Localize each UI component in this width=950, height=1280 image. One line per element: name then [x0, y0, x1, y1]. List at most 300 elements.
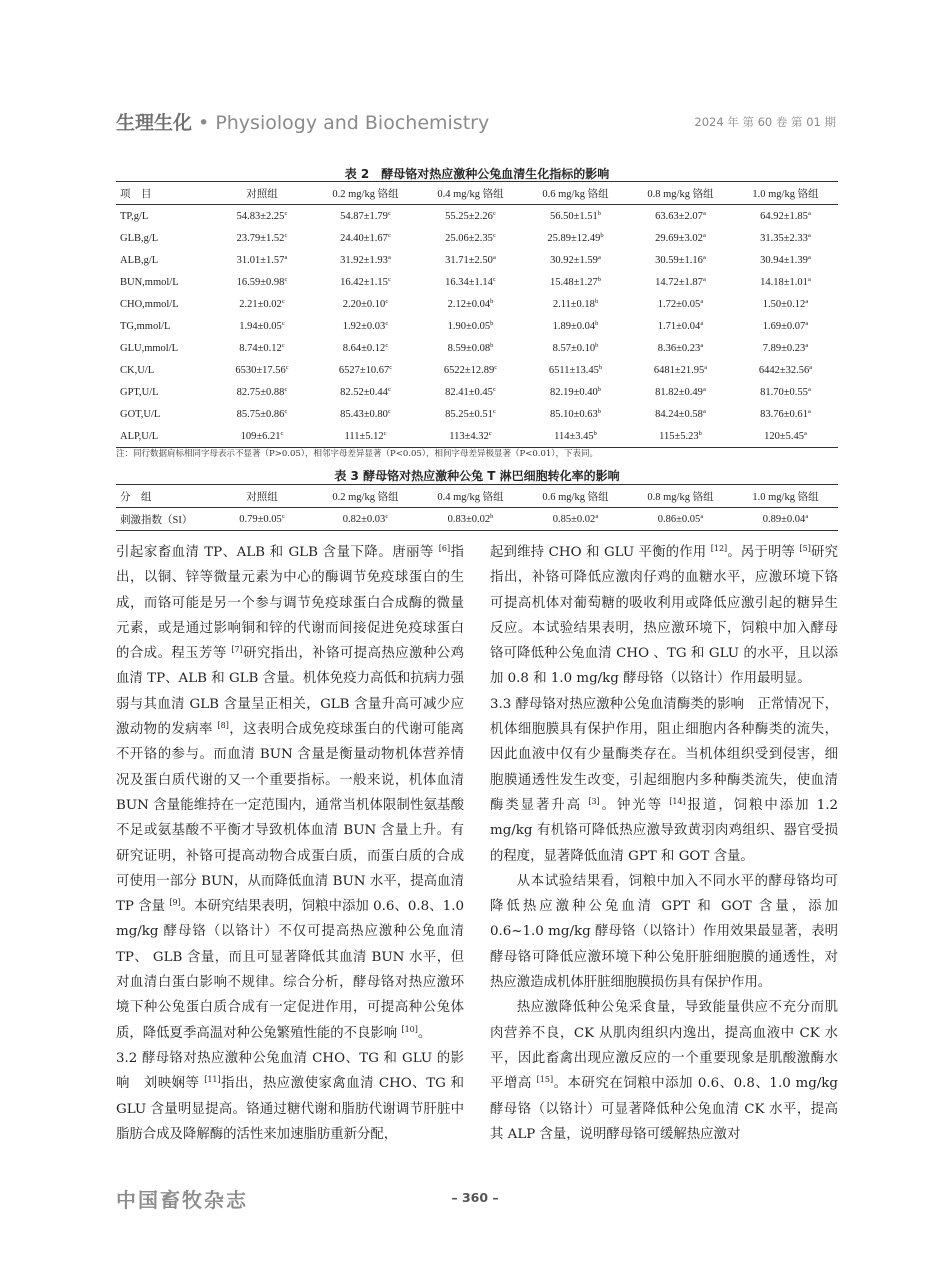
significance-letter: a	[702, 385, 706, 393]
table-cell	[211, 249, 313, 271]
table3-col-header: 0.2 mg/kg 铬组	[313, 485, 418, 508]
table3-col-header: 对照组	[211, 485, 313, 508]
table-cell	[628, 227, 733, 249]
table-cell	[313, 315, 418, 337]
cell-value: 16.42±1.15	[340, 276, 388, 288]
table2-col-header: 0.4 mg/kg 铬组	[418, 182, 523, 205]
significance-letter: a	[805, 341, 809, 349]
significance-letter: c	[284, 275, 288, 283]
cell-value: 0.86±0.05	[657, 513, 701, 525]
significance-letter: b	[597, 385, 601, 393]
paragraph-text: 从本试验结果看，饲粮中加入不同水平的酵母铬均可降低热应激种公兔血清 GPT 和 GOT 含量，添加 0.6~1.0 mg/kg 酵母铬（以铬计）作用效果最显著，表明酵母铬可降低应激环境下种公兔肝脏细胞膜的通透性，对热应激造成机体肝脏细胞膜损伤具有保护作用。	[490, 873, 838, 991]
significance-letter: b	[490, 341, 494, 349]
cell-value: 2.12±0.04	[447, 298, 491, 310]
paragraph-text: 正常情况下，机体细胞膜具有保护作用，阻止细胞内各种酶类的流失，因此血液中仅有少量酶类存在。当机体组织受到侵害，细胞膜通透性发生改变，引起细胞内多种酶类流失，使血清酶类显著升高	[490, 696, 839, 813]
table-cell	[211, 293, 313, 315]
cell-value: 83.76±0.61	[760, 408, 808, 420]
table-cell	[211, 315, 313, 337]
table-cell	[733, 249, 838, 271]
table2-col-header: 0.2 mg/kg 铬组	[313, 182, 418, 205]
table-cell	[523, 271, 628, 293]
table-cell	[523, 337, 628, 359]
paragraph-text: 。本研究在饲粮中添加 0.6、0.8、1.0 mg/kg 酵母铬（以铬计）可显著降低种公兔血清 CK 水平，提高其 ALP 含量，说明酵母铬可缓解热应激对	[490, 1076, 838, 1142]
table2-row	[116, 249, 838, 271]
cell-value: 31.35±2.33	[760, 232, 808, 244]
citation-ref: [5]	[799, 544, 811, 553]
row-label: ALP,U/L	[120, 430, 159, 442]
cell-value: 113±4.32	[449, 430, 489, 442]
table-cell	[733, 205, 838, 228]
cell-value: 63.63±2.07	[655, 210, 703, 222]
table-cell	[313, 403, 418, 425]
table-cell	[523, 205, 628, 228]
citation-ref: [7]	[231, 645, 243, 655]
table3-col-header: 分 组	[116, 485, 211, 508]
paragraph-text: ，这表明合成免疫球蛋白的代谢可能离不开铬的参与。而血清 BUN 含量是衡量动物机体营养情况及蛋白质代谢的又一个重要指标。一般来说，机体血清 BUN 含量能维持在一定范围内，通常当机体限制性氨基酸不足或氨基酸不平衡才导致机体血清 BUN 含量上升。有研究证明，补铬可提高动物合成蛋白质，而蛋白质的合成可使用一部分 BUN，从而降低血清 BUN 水平，提高血清 TP 含量	[116, 722, 464, 915]
row-label: GOT,U/L	[120, 408, 161, 420]
citation-ref: [11]	[204, 1075, 221, 1085]
significance-letter: c	[284, 407, 288, 415]
table-cell	[628, 271, 733, 293]
significance-letter: b	[490, 319, 494, 327]
table2-body	[116, 205, 838, 448]
citation-ref: [14]	[669, 796, 686, 806]
table3-col-header: 0.6 mg/kg 铬组	[523, 485, 628, 508]
table-cell	[628, 359, 733, 381]
significance-letter: a	[807, 209, 811, 217]
paragraph-r2	[490, 692, 838, 869]
table2-row	[116, 425, 838, 448]
table-cell	[733, 315, 838, 337]
significance-letter: a	[284, 253, 288, 261]
significance-letter: a	[807, 407, 811, 415]
cell-value: 82.41±0.45	[445, 386, 493, 398]
table-cell	[418, 337, 523, 359]
table-cell	[418, 425, 523, 448]
table2-caption: 表 2 酵母铬对热应激种公兔血清生化指标的影响	[344, 167, 610, 181]
cell-value: 0.85±0.02	[552, 513, 596, 525]
paragraph-text: 刘映娴等	[143, 1076, 205, 1092]
citation-ref: [12]	[710, 544, 728, 553]
table-cell	[418, 403, 523, 425]
cell-value: 8.59±0.08	[447, 342, 491, 354]
page-header	[116, 108, 836, 134]
table-cell	[313, 337, 418, 359]
cell-value: 8.36±0.23	[657, 342, 701, 354]
cell-value: 0.83±0.02	[447, 513, 491, 525]
significance-letter: a	[805, 297, 809, 305]
row-label: GPT,U/L	[120, 386, 159, 398]
paragraph-text: 报道，饲粮中添加 1.2 mg/kg 有机铬可降低热应激导致黄羽肉鸡组织、器官受损的程度，显著降低血清 GPT 和 GOT 含量。	[490, 797, 838, 864]
cell-value: 1.92±0.03	[342, 320, 386, 332]
significance-letter: c	[280, 429, 284, 437]
page-number: – 360 –	[451, 1190, 499, 1205]
significance-letter: a	[700, 341, 704, 349]
significance-letter: b	[490, 297, 494, 305]
table-cell	[313, 205, 418, 228]
table-cell	[628, 337, 733, 359]
table-cell	[628, 249, 733, 271]
significance-letter: c	[492, 407, 496, 415]
paragraph-text: 研究指出，补铬可提高热应激种公鸡血清 TP、ALB 和 GLB 含量。机体免疫力高低和抗病力强弱与其血清 GLB 含量呈正相关，GLB 含量升高可减少应激动物的发病率	[116, 646, 465, 738]
significance-letter: c	[281, 319, 285, 327]
significance-letter: a	[805, 319, 809, 327]
citation-ref: [6]	[438, 544, 451, 553]
paragraph-r1	[490, 540, 838, 692]
table-cell	[733, 381, 838, 403]
table-cell	[211, 337, 313, 359]
cell-value: 120±5.45	[764, 430, 804, 442]
significance-letter: a	[807, 231, 811, 239]
cell-value: 54.83±2.25	[236, 210, 285, 222]
significance-letter: c	[387, 231, 391, 239]
table-cell	[733, 271, 838, 293]
journal-name-zh: 生理生化	[116, 112, 193, 134]
significance-letter: a	[700, 297, 704, 305]
significance-letter: c	[387, 385, 391, 393]
cell-value: 81.82±0.49	[655, 386, 703, 398]
table2-col-header: 0.6 mg/kg 铬组	[523, 182, 628, 205]
cell-value: 1.89±0.04	[552, 320, 596, 332]
cell-value: 15.48±1.27	[549, 276, 598, 288]
table-cell	[313, 249, 418, 271]
table-cell	[523, 293, 628, 315]
significance-letter: c	[492, 209, 496, 217]
paragraph-text: 指出，热应激使家禽血清 CHO、TG 和 GLU 含量明显提高。铬通过糖代谢和脂肪代谢调节肝脏中脂肪合成及降解酶的活性来加速脂肪重新分配，	[116, 1076, 464, 1142]
row-label: TG,mmol/L	[120, 320, 171, 332]
table3-caption: 表 3 酵母铬对热应激种公兔 T 淋巴细胞转化率的影响	[334, 469, 620, 483]
table-cell	[628, 403, 733, 425]
cell-value: 25.06±2.35	[445, 232, 493, 244]
significance-letter: a	[595, 512, 599, 520]
cell-value: 14.72±1.87	[655, 276, 703, 288]
cell-value: 2.11±0.18	[552, 298, 595, 310]
cell-value: 111±5.12	[344, 430, 384, 442]
table-cell	[523, 403, 628, 425]
table-cell	[211, 227, 313, 249]
significance-letter: c	[281, 341, 285, 349]
cell-value: 8.74±0.12	[239, 342, 282, 354]
table-cell	[628, 315, 733, 337]
cell-value: 6527±10.67	[338, 364, 390, 376]
significance-letter: c	[284, 231, 288, 239]
paragraph-l1	[116, 540, 464, 1046]
cell-value: 0.82±0.03	[342, 513, 386, 525]
cell-value: 23.79±1.52	[236, 232, 285, 244]
significance-letter: a	[702, 231, 706, 239]
significance-letter: a	[805, 512, 809, 520]
cell-value: 2.21±0.02	[239, 298, 282, 310]
table-cell	[418, 249, 523, 271]
cell-value: 82.75±0.88	[236, 386, 285, 398]
cell-value: 31.71±2.50	[445, 254, 493, 266]
table-cell	[211, 403, 313, 425]
paragraph-l2	[116, 1046, 464, 1147]
section-heading: 3.2 酵母铬对热应激种公兔血清 CHO、TG 和 GLU 的影响	[116, 1050, 464, 1092]
table-cell	[628, 508, 733, 531]
paragraph-text: 。	[417, 1025, 432, 1041]
cell-value: 114±3.45	[554, 430, 594, 442]
table2-header-row	[116, 182, 838, 205]
table2-note: 注：同行数据肩标相同字母表示不显著（P>0.05），相邻字母差异显著（P<0.05），相间字母差异极显著（P<0.01），下表同。	[116, 449, 599, 459]
significance-letter: c	[383, 429, 387, 437]
paragraph-text: 指出，以铜、锌等微量元素为中心的酶调节免疫球蛋白的生成，而铬可能是另一个参与调节免疫球蛋白合成酶的微量元素，或是通过影响铜和锌的代谢而间接促进免疫球蛋白的合成。程玉芳等	[116, 545, 465, 662]
row-label: BUN,mmol/L	[120, 276, 179, 288]
citation-ref: [15]	[536, 1075, 554, 1085]
table3	[116, 484, 838, 531]
cell-value: 30.92±1.59	[550, 254, 598, 266]
section-heading: 3.3 酵母铬对热应激种公兔血清酶类的影响	[490, 696, 758, 712]
cell-value: 7.89±0.23	[762, 342, 806, 354]
cell-value: 0.89±0.04	[762, 513, 806, 525]
table-cell	[418, 508, 523, 531]
significance-letter: b	[594, 297, 599, 305]
significance-letter: a	[700, 512, 704, 520]
significance-letter: b	[597, 407, 601, 415]
right-column	[490, 540, 838, 1147]
table-cell	[418, 293, 523, 315]
significance-letter: c	[387, 209, 391, 217]
significance-letter: a	[387, 253, 391, 261]
cell-value: 85.43±0.80	[340, 408, 388, 420]
table-cell	[523, 249, 628, 271]
significance-letter: c	[385, 319, 389, 327]
paragraph-text: 热应激降低种公兔采食量，导致能量供应不充分而肌肉营养不良，CK 从肌肉组织内逸出，提高血液中 CK 水平，因此畜禽出现应激反应的一个重要现象是肌酸激酶水平增高	[490, 1000, 838, 1092]
significance-letter: c	[281, 512, 285, 520]
table-cell	[313, 425, 418, 448]
table-cell	[523, 227, 628, 249]
paragraph-r4	[490, 995, 838, 1147]
row-label: GLU,mmol/L	[120, 342, 179, 354]
table3-col-header: 1.0 mg/kg 铬组	[733, 485, 838, 508]
cell-value: 54.87±1.79	[340, 210, 388, 222]
cell-value: 6481±21.95	[653, 364, 705, 376]
significance-letter: a	[807, 253, 811, 261]
row-label: ALB,g/L	[120, 254, 159, 266]
significance-letter: c	[492, 231, 496, 239]
significance-letter: a	[702, 253, 706, 261]
table-cell	[523, 315, 628, 337]
table2	[116, 181, 838, 448]
table2-col-header: 1.0 mg/kg 铬组	[733, 182, 838, 205]
significance-letter: b	[597, 275, 601, 283]
cell-value: 1.90±0.05	[447, 320, 491, 332]
table-cell	[733, 425, 838, 448]
table-cell	[628, 425, 733, 448]
cell-value: 30.59±1.16	[655, 254, 703, 266]
citation-ref: [3]	[588, 796, 600, 806]
row-label: CK,U/L	[120, 364, 155, 376]
significance-letter: c	[488, 429, 492, 437]
table2-row	[116, 315, 838, 337]
table2-col-header: 项 目	[116, 182, 211, 205]
table2-col-header: 对照组	[211, 182, 313, 205]
table-cell	[418, 271, 523, 293]
table-cell	[523, 508, 628, 531]
significance-letter: a	[704, 363, 708, 371]
cell-value: 115±5.23	[659, 430, 699, 442]
table-cell	[211, 381, 313, 403]
table-cell	[418, 227, 523, 249]
cell-value: 1.50±0.12	[762, 298, 806, 310]
table-cell	[313, 227, 418, 249]
cell-value: 82.52±0.44	[340, 386, 388, 398]
significance-letter: c	[385, 341, 389, 349]
cell-value: 25.89±12.49	[547, 232, 601, 244]
brand-separator: •	[192, 112, 216, 134]
table2-col-header: 0.8 mg/kg 铬组	[628, 182, 733, 205]
cell-value: 1.94±0.05	[239, 320, 282, 332]
row-label: GLB,g/L	[120, 232, 159, 244]
citation-ref: [8]	[217, 721, 229, 731]
significance-letter: a	[492, 253, 496, 261]
significance-letter: c	[284, 209, 288, 217]
citation-ref: [10]	[401, 1024, 418, 1034]
table-cell	[733, 403, 838, 425]
significance-letter: a	[702, 209, 706, 217]
table3-body	[116, 508, 838, 531]
row-label: CHO,mmol/L	[120, 298, 179, 310]
paragraph-text: 。本研究结果表明，饲粮中添加 0.6、0.8、1.0 mg/kg 酵母铬（以铬计）不仅可提高热应激种公兔血清 TP、 GLB 含量，而且可显著降低其血清 BUN 水平，但对血清白蛋白影响不规律。综合分析，酵母铬对热应激环境下种公兔蛋白质合成有一定促进作用，可提高种公兔体质，降低夏季高温对种公兔繁殖性能的不良影响	[116, 899, 464, 1041]
significance-letter: b	[593, 429, 597, 437]
table3-header-row	[116, 485, 838, 508]
table-cell	[523, 359, 628, 381]
paragraph-text: 起到维持 CHO 和 GLU 平衡的作用	[490, 545, 711, 560]
table-cell	[733, 337, 838, 359]
significance-letter: b	[595, 341, 599, 349]
table-cell	[418, 359, 523, 381]
significance-letter: a	[809, 363, 813, 371]
cell-value: 84.24±0.58	[655, 408, 703, 420]
significance-letter: b	[698, 429, 702, 437]
left-column	[116, 540, 464, 1147]
cell-value: 82.19±0.40	[549, 386, 598, 398]
footer-journal-logo: 中国畜牧杂志	[116, 1188, 248, 1212]
cell-value: 1.72±0.05	[657, 298, 701, 310]
paragraph-text: 。呙于明等	[727, 545, 800, 560]
significance-letter: c	[385, 297, 389, 305]
table-cell	[523, 425, 628, 448]
table-cell	[211, 205, 313, 228]
significance-letter: c	[281, 297, 285, 305]
paragraph-text: 引起家畜血清 TP、ALB 和 GLB 含量下降。唐丽等	[116, 545, 439, 560]
table-cell	[313, 271, 418, 293]
significance-letter: a	[597, 253, 601, 261]
table3-col-header: 0.4 mg/kg 铬组	[418, 485, 523, 508]
table2-row	[116, 205, 838, 228]
table-cell	[523, 381, 628, 403]
table3-col-header: 0.8 mg/kg 铬组	[628, 485, 733, 508]
table2-row	[116, 227, 838, 249]
significance-letter: c	[385, 512, 389, 520]
table-cell	[313, 359, 418, 381]
cell-value: 31.92±1.93	[340, 254, 388, 266]
significance-letter: c	[387, 275, 391, 283]
significance-letter: a	[807, 385, 811, 393]
cell-value: 55.25±2.26	[445, 210, 493, 222]
cell-value: 2.20±0.10	[342, 298, 386, 310]
table-cell	[733, 293, 838, 315]
table-cell	[313, 293, 418, 315]
table-cell	[313, 381, 418, 403]
significance-letter: a	[702, 407, 706, 415]
paragraph-r3	[490, 869, 838, 995]
table-cell	[733, 227, 838, 249]
significance-letter: c	[494, 363, 498, 371]
cell-value: 56.50±1.51	[549, 210, 598, 222]
cell-value: 16.59±0.98	[236, 276, 285, 288]
significance-letter: a	[804, 429, 807, 437]
table2-row	[116, 381, 838, 403]
cell-value: 14.18±1.01	[760, 276, 808, 288]
cell-value: 0.79±0.05	[239, 513, 282, 525]
journal-name-en: Physiology and Biochemistry	[215, 112, 490, 134]
significance-letter: c	[492, 275, 496, 283]
table-cell	[418, 205, 523, 228]
table-cell	[211, 508, 313, 531]
table-cell	[313, 508, 418, 531]
cell-value: 6522±12.89	[443, 364, 495, 376]
cell-value: 31.01±1.57	[236, 254, 285, 266]
cell-value: 16.34±1.14	[445, 276, 493, 288]
table-cell	[733, 508, 838, 531]
paragraph-text: 。钟光等	[599, 797, 670, 813]
cell-value: 64.92±1.85	[760, 210, 808, 222]
significance-letter: c	[492, 385, 496, 393]
table-cell	[628, 381, 733, 403]
paragraph-text: 研究指出，补铬可降低应激肉仔鸡的血糖水平，应激环境下铬可提高机体对葡萄糖的吸收利用或降低应激引起的糖异生反应。本试验结果表明，热应激环境下，饲粮中加入酵母铬可降低种公兔血清 CHO 、TG 和 GLU 的水平，且以添加 0.8 和 1.0 mg/kg 酵母铬（以铬计）作用最明显。	[490, 545, 839, 687]
table-cell	[628, 293, 733, 315]
cell-value: 81.70±0.55	[760, 386, 808, 398]
cell-value: 1.69±0.07	[762, 320, 806, 332]
significance-letter: a	[702, 275, 706, 283]
cell-value: 6530±17.56	[235, 364, 286, 376]
table-cell	[211, 359, 313, 381]
issue-info: 2024 年 第 60 卷 第 01 期	[694, 115, 836, 129]
cell-value: 1.71±0.04	[657, 320, 701, 332]
citation-ref: [9]	[169, 898, 181, 908]
significance-letter: b	[597, 209, 601, 217]
table-cell	[733, 359, 838, 381]
cell-value: 6442±32.56	[758, 364, 810, 376]
cell-value: 29.69±3.02	[655, 232, 703, 244]
table2-row	[116, 337, 838, 359]
significance-letter: b	[595, 319, 599, 327]
significance-letter: b	[598, 363, 603, 371]
table-cell	[211, 425, 313, 448]
table-cell	[628, 205, 733, 228]
row-label: 刺激指数（SI）	[120, 514, 193, 526]
significance-letter: c	[285, 363, 289, 371]
journal-brand	[116, 108, 489, 135]
table2-row	[116, 403, 838, 425]
row-label: TP,g/L	[120, 210, 149, 222]
cell-value: 85.10±0.63	[549, 408, 598, 420]
table-cell	[211, 271, 313, 293]
cell-value: 85.25±0.51	[445, 408, 493, 420]
cell-value: 6511±13.45	[548, 364, 599, 376]
cell-value: 8.64±0.12	[342, 342, 386, 354]
table-cell	[418, 315, 523, 337]
cell-value: 109±6.21	[240, 430, 281, 442]
table2-row	[116, 271, 838, 293]
cell-value: 85.75±0.86	[236, 408, 285, 420]
cell-value: 8.57±0.10	[552, 342, 596, 354]
significance-letter: a	[807, 275, 811, 283]
table3-row	[116, 508, 838, 531]
significance-letter: c	[387, 407, 391, 415]
significance-letter: b	[490, 512, 494, 520]
